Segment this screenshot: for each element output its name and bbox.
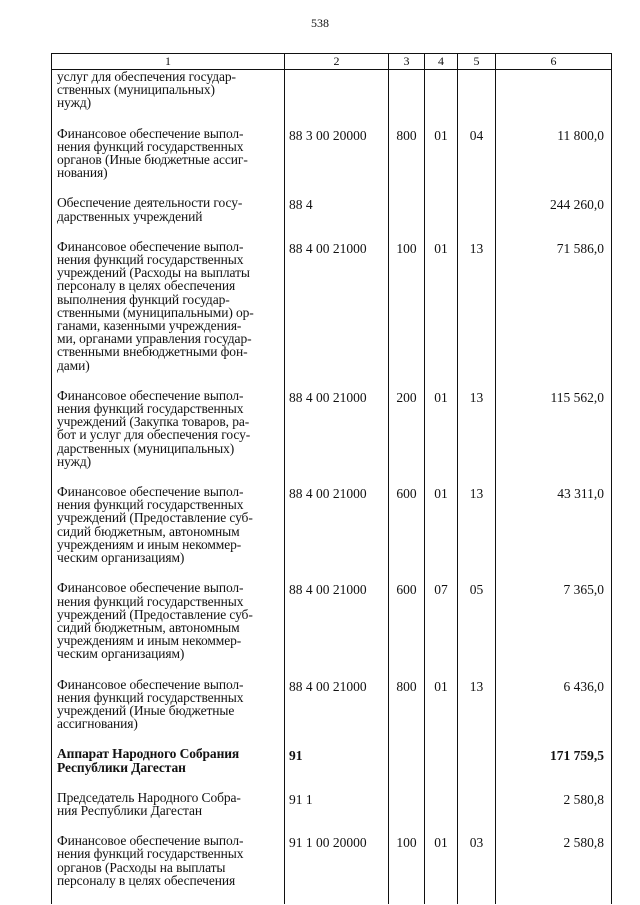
table-row: [52, 485, 612, 581]
expense-name-cell: [52, 196, 285, 239]
amount-cell: 171 759,5: [496, 747, 612, 790]
target-code-cell: 88 4 00 21000: [285, 389, 389, 485]
expense-name-line: учреждений (Предоставление суб-: [57, 606, 253, 622]
expense-name-line: учреждениям и иным некоммер-: [57, 633, 242, 649]
section-cell: 01: [425, 389, 458, 485]
expense-name-line: ческим организациям): [57, 550, 185, 566]
expense-name-cell: [52, 747, 285, 790]
target-code-cell: 88 3 00 20000: [285, 127, 389, 197]
subsection-cell: 03: [458, 834, 496, 904]
expense-name-line: сидий бюджетным, автономным: [57, 523, 240, 539]
expense-name-line: ассигнования): [57, 716, 138, 732]
subsection-cell: [458, 747, 496, 790]
expense-name-line: Финансовое обеспечение выпол-: [57, 676, 244, 692]
budget-table: [51, 53, 612, 904]
table-row: [52, 240, 612, 389]
table-row: [52, 127, 612, 197]
header-row: [52, 54, 612, 70]
expense-type-cell: [389, 196, 425, 239]
header-col-1: 1: [52, 54, 285, 70]
expense-type-cell: 100: [389, 834, 425, 904]
expense-name-line: персоналу в целях обеспечения: [57, 872, 236, 888]
expense-name-line: Финансовое обеспечение выпол-: [57, 580, 244, 596]
expense-name-cell: [52, 791, 285, 834]
expense-name-line: нения функций государственных: [57, 497, 244, 513]
page-number: 538: [311, 16, 329, 30]
expense-name-cell: [52, 485, 285, 581]
amount-cell: 2 580,8: [496, 834, 612, 904]
expense-name-line: ственными (муниципальными) ор-: [57, 304, 254, 320]
expense-name-cell: [52, 127, 285, 197]
target-code-cell: [285, 70, 389, 127]
expense-name-line: Финансовое обеспечение выпол-: [57, 238, 244, 254]
section-cell: [425, 70, 458, 127]
expense-name-line: нования): [57, 165, 108, 181]
section-cell: 01: [425, 485, 458, 581]
expense-name-line: Республики Дагестан: [57, 759, 186, 775]
amount-cell: 6 436,0: [496, 678, 612, 748]
expense-name-line: Аппарат Народного Собрания: [57, 746, 240, 762]
amount-cell: 115 562,0: [496, 389, 612, 485]
expense-name-line: сидий бюджетным, автономным: [57, 619, 240, 635]
expense-name-line: дарственных учреждений: [57, 208, 203, 224]
expense-type-cell: 200: [389, 389, 425, 485]
section-cell: 07: [425, 581, 458, 677]
expense-name-line: бот и услуг для обеспечения госу-: [57, 427, 251, 443]
section-cell: [425, 747, 458, 790]
expense-type-cell: [389, 791, 425, 834]
expense-type-cell: 800: [389, 678, 425, 748]
subsection-cell: [458, 70, 496, 127]
expense-name-line: нения функций государственных: [57, 401, 244, 417]
expense-name-line: Финансовое обеспечение выпол-: [57, 833, 244, 849]
expense-name-line: дами): [57, 357, 90, 373]
expense-name-cell: [52, 240, 285, 389]
expense-name-line: учреждениям и иным некоммер-: [57, 536, 242, 552]
expense-name-line: учреждений (Закупка товаров, ра-: [57, 414, 250, 430]
expense-name-line: Финансовое обеспечение выпол-: [57, 484, 244, 500]
target-code-cell: 88 4 00 21000: [285, 240, 389, 389]
amount-cell: 244 260,0: [496, 196, 612, 239]
expense-name-line: дарственных (муниципальных): [57, 440, 235, 456]
expense-name-line: ганами, казенными учреждения-: [57, 318, 242, 334]
amount-cell: 11 800,0: [496, 127, 612, 197]
expense-name-line: услуг для обеспечения государ-: [57, 69, 236, 84]
expense-name-line: Председатель Народного Собра-: [57, 789, 241, 805]
expense-type-cell: 600: [389, 581, 425, 677]
target-code-cell: 91 1: [285, 791, 389, 834]
table-row: [52, 747, 612, 790]
expense-name-line: нения функций государственных: [57, 689, 244, 705]
target-code-cell: 88 4 00 21000: [285, 485, 389, 581]
expense-name-line: Финансовое обеспечение выпол-: [57, 125, 244, 141]
expense-name-line: ческим организациям): [57, 646, 185, 662]
expense-type-cell: [389, 747, 425, 790]
expense-name-line: нения функций государственных: [57, 138, 244, 154]
amount-cell: 2 580,8: [496, 791, 612, 834]
header-col-4: 4: [425, 54, 458, 70]
header-col-6: 6: [496, 54, 612, 70]
expense-name-cell: [52, 389, 285, 485]
table-row: [52, 196, 612, 239]
expense-name-line: нужд): [57, 95, 91, 111]
amount-cell: [496, 70, 612, 127]
amount-cell: 71 586,0: [496, 240, 612, 389]
target-code-cell: 88 4 00 21000: [285, 678, 389, 748]
expense-name-line: нения функций государственных: [57, 846, 244, 862]
amount-cell: 43 311,0: [496, 485, 612, 581]
expense-name-cell: [52, 581, 285, 677]
section-cell: 01: [425, 834, 458, 904]
subsection-cell: [458, 791, 496, 834]
target-code-cell: 88 4 00 21000: [285, 581, 389, 677]
subsection-cell: 04: [458, 127, 496, 197]
expense-name-line: ми, органами управления государ-: [57, 331, 252, 347]
expense-name-cell: [52, 678, 285, 748]
expense-name-line: учреждений (Иные бюджетные: [57, 702, 235, 718]
subsection-cell: 13: [458, 240, 496, 389]
expense-name-line: Обеспечение деятельности госу-: [57, 195, 243, 211]
expense-name-line: персоналу в целях обеспечения: [57, 278, 236, 294]
expense-type-cell: 800: [389, 127, 425, 197]
section-cell: [425, 196, 458, 239]
section-cell: 01: [425, 240, 458, 389]
subsection-cell: 13: [458, 485, 496, 581]
table-row: [52, 834, 612, 904]
expense-name-line: ния Республики Дагестан: [57, 802, 202, 818]
expense-name-line: выполнения функций государ-: [57, 291, 230, 307]
target-code-cell: 88 4: [285, 196, 389, 239]
expense-name-cell: [52, 834, 285, 904]
subsection-cell: 13: [458, 678, 496, 748]
expense-name-line: нужд): [57, 453, 91, 469]
amount-cell: 7 365,0: [496, 581, 612, 677]
expense-type-cell: [389, 70, 425, 127]
table-row: [52, 70, 612, 127]
expense-name-line: учреждений (Расходы на выплаты: [57, 265, 250, 281]
expense-name-cell: [52, 70, 285, 127]
header-col-3: 3: [389, 54, 425, 70]
table-row: [52, 389, 612, 485]
table-row: [52, 791, 612, 834]
expense-type-cell: 100: [389, 240, 425, 389]
expense-name-line: ственными внебюджетными фон-: [57, 344, 248, 360]
expense-type-cell: 600: [389, 485, 425, 581]
header-col-2: 2: [285, 54, 389, 70]
target-code-cell: 91 1 00 20000: [285, 834, 389, 904]
expense-name-line: ственных (муниципальных): [57, 82, 215, 98]
expense-name-line: органов (Расходы на выплаты: [57, 859, 226, 875]
subsection-cell: 13: [458, 389, 496, 485]
section-cell: 01: [425, 127, 458, 197]
expense-name-line: нения функций государственных: [57, 593, 244, 609]
expense-name-line: Финансовое обеспечение выпол-: [57, 387, 244, 403]
section-cell: [425, 791, 458, 834]
section-cell: 01: [425, 678, 458, 748]
subsection-cell: 05: [458, 581, 496, 677]
table-row: [52, 678, 612, 748]
expense-name-line: учреждений (Предоставление суб-: [57, 510, 253, 526]
subsection-cell: [458, 196, 496, 239]
table-row: [52, 581, 612, 677]
expense-name-line: органов (Иные бюджетные ассиг-: [57, 152, 248, 168]
expense-name-line: нения функций государственных: [57, 252, 244, 268]
target-code-cell: 91: [285, 747, 389, 790]
header-col-5: 5: [458, 54, 496, 70]
